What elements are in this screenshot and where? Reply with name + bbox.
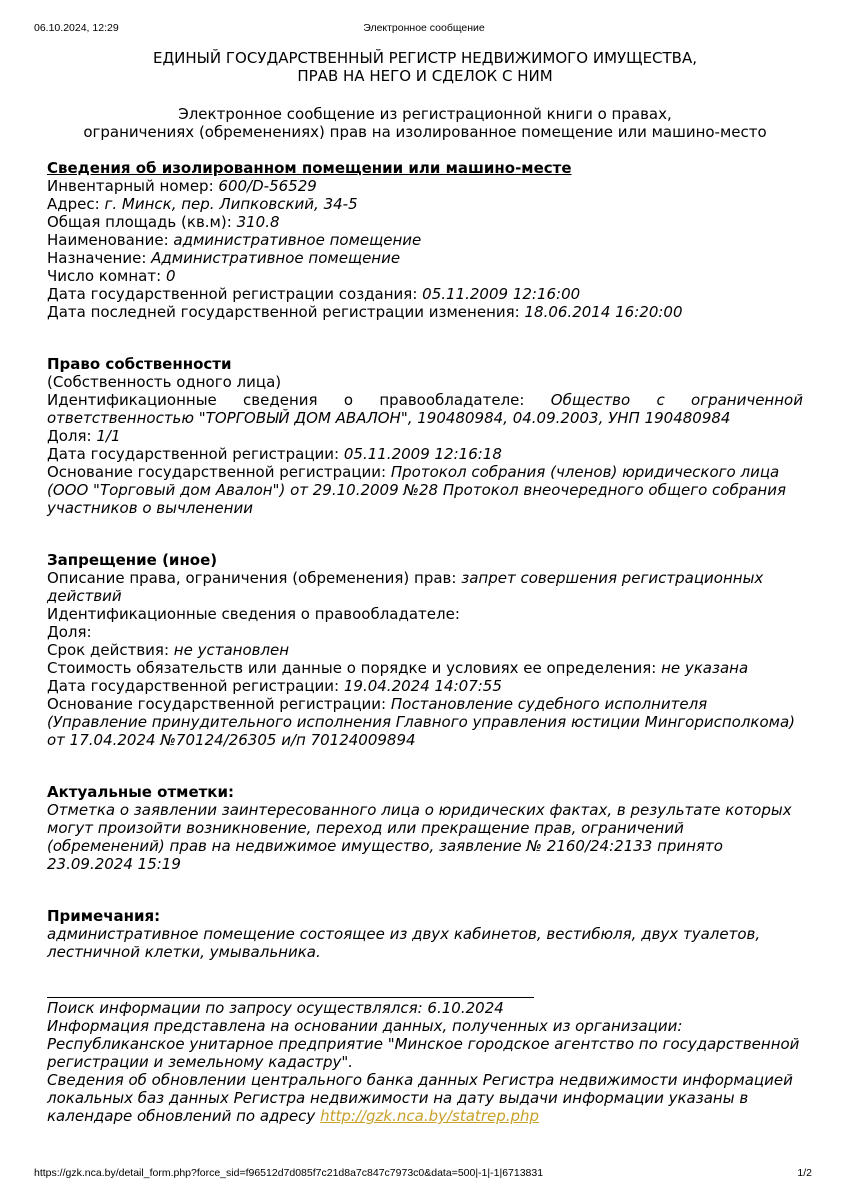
ownership-reg-date-row xyxy=(47,445,803,463)
purpose-row xyxy=(47,249,803,267)
rooms-label: Число комнат: xyxy=(47,267,162,285)
prohibition-term-row xyxy=(47,641,803,659)
statrep-link[interactable]: http://gzk.nca.by/statrep.php xyxy=(320,1107,540,1125)
ownership-reg-date-label: Дата государственной регистрации: xyxy=(47,445,340,463)
address-value: г. Минск, пер. Липковский, 34-5 xyxy=(104,195,358,213)
registry-title-line1: ЕДИНЫЙ ГОСУДАРСТВЕННЫЙ РЕГИСТР НЕДВИЖИМОГО ИМУЩЕСТВА, xyxy=(152,49,698,67)
purpose-label: Назначение: xyxy=(47,249,147,267)
print-page-number: 1/2 xyxy=(797,1167,812,1179)
prohibition-basis-row xyxy=(47,695,803,749)
area-label: Общая площадь (кв.м): xyxy=(47,213,232,231)
ownership-basis-label: Основание государственной регистрации: xyxy=(47,463,387,481)
search-date-line: Поиск информации по запросу осуществлялся: 6.10.2024 xyxy=(47,999,504,1017)
footer-divider xyxy=(47,997,534,998)
prohibition-desc-row xyxy=(47,569,803,605)
rooms-row xyxy=(47,267,803,285)
inventory-label: Инвентарный номер: xyxy=(47,177,214,195)
registry-title-line2: ПРАВ НА НЕГО И СДЕЛОК С НИМ xyxy=(297,67,553,85)
info-footer xyxy=(47,997,803,1125)
ownership-holder-label: Идентификационные сведения о правообладателе: xyxy=(47,391,525,409)
ownership-section xyxy=(47,355,803,517)
object-heading: Сведения об изолированном помещении или машино-месте xyxy=(47,159,572,177)
prohibition-term-value: не установлен xyxy=(173,641,290,659)
prohibition-desc-value: запрет совершения регистрационных действий xyxy=(47,569,764,605)
ownership-share-value: 1/1 xyxy=(96,427,121,445)
marks-section xyxy=(47,783,803,873)
inventory-row xyxy=(47,177,803,195)
message-subtitle-line2: ограничениях (обременениях) прав на изолированное помещение или машино-место xyxy=(83,123,767,141)
prohibition-reg-date-value: 19.04.2024 14:07:55 xyxy=(343,677,502,695)
ownership-reg-date-value: 05.11.2009 12:16:18 xyxy=(343,445,502,463)
document-body xyxy=(47,49,803,1125)
notes-heading: Примечания: xyxy=(47,907,161,925)
ownership-type: (Собственность одного лица) xyxy=(47,373,282,391)
rooms-value: 0 xyxy=(165,267,176,285)
prohibition-share-label: Доля: xyxy=(47,623,92,641)
prohibition-reg-date-row xyxy=(47,677,803,695)
reg-changed-label: Дата последней государственной регистрации изменения: xyxy=(47,303,520,321)
message-subtitle-line1: Электронное сообщение из регистрационной книги о правах, xyxy=(178,105,672,123)
prohibition-desc-label: Описание права, ограничения (обременения) прав: xyxy=(47,569,457,587)
print-header xyxy=(0,22,848,36)
prohibition-heading: Запрещение (иное) xyxy=(47,551,218,569)
prohibition-basis-value: Постановление судебного исполнителя (Управление принудительного исполнения Главного управления юстиции Мингорисполкома) от 17.04.2024 №70124/26305 и/п 70124009894 xyxy=(47,695,796,749)
reg-changed-value: 18.06.2014 16:20:00 xyxy=(524,303,683,321)
reg-created-row xyxy=(47,285,803,303)
ownership-share-row xyxy=(47,427,803,445)
marks-heading: Актуальные отметки: xyxy=(47,783,234,801)
name-label: Наименование: xyxy=(47,231,169,249)
ownership-basis-value: Протокол собрания (членов) юридического лица (ООО "Торговый дом Авалон") от 29.10.2009 №28 Протокол внеочередного общего собрания участников о вычленении xyxy=(47,463,787,517)
ownership-basis-row xyxy=(47,463,803,517)
print-datetime: 06.10.2024, 12:29 xyxy=(34,22,119,34)
prohibition-cost-value: не указана xyxy=(661,659,749,677)
ownership-share-label: Доля: xyxy=(47,427,92,445)
print-page-title: Электронное сообщение xyxy=(363,22,485,34)
name-value: административное помещение xyxy=(173,231,422,249)
reg-created-value: 05.11.2009 12:16:00 xyxy=(422,285,581,303)
message-subtitle xyxy=(47,105,803,141)
update-text: Сведения об обновлении центрального банка данных Регистра недвижимости информацией локальных баз данных Регистра недвижимости на дату выдачи информации указаны в календаре обновлений по адресу xyxy=(47,1071,793,1125)
prohibition-cost-row xyxy=(47,659,803,677)
marks-text: Отметка о заявлении заинтересованного лица о юридических фактах, в результате которых могут произойти возникновение, переход или прекращение прав, ограничений (обременений) прав на недвижимое имущество, заявление № 2160/24:2133 принято 23.09.2024 15:19 xyxy=(47,801,792,873)
print-footer xyxy=(0,1167,848,1181)
print-url: https://gzk.nca.by/detail_form.php?force_sid=f96512d7d085f7c21d8a7c847c7973c0&data=500|-1|-1|6713831 xyxy=(34,1167,544,1179)
area-row xyxy=(47,213,803,231)
update-line xyxy=(47,1071,803,1125)
notes-text: административное помещение состоящее из двух кабинетов, вестибюля, двух туалетов, лестничной клетки, умывальника. xyxy=(47,925,761,961)
prohibition-basis-label: Основание государственной регистрации: xyxy=(47,695,387,713)
object-section xyxy=(47,159,803,321)
inventory-value: 600/D-56529 xyxy=(218,177,317,195)
prohibition-term-label: Срок действия: xyxy=(47,641,169,659)
reg-changed-row xyxy=(47,303,803,321)
ownership-heading: Право собственности xyxy=(47,355,232,373)
notes-section xyxy=(47,907,803,961)
source-line: Информация представлена на основании данных, полученных из организации: Республиканское унитарное предприятие "Минское городское агентство по государственной регистрации и земельному кадастру". xyxy=(47,1017,800,1071)
ownership-holder-row xyxy=(47,391,803,427)
registry-title xyxy=(47,49,803,85)
purpose-value: Административное помещение xyxy=(151,249,401,267)
prohibition-cost-label: Стоимость обязательств или данные о порядке и условиях ее определения: xyxy=(47,659,657,677)
name-row xyxy=(47,231,803,249)
prohibition-section xyxy=(47,551,803,749)
area-value: 310.8 xyxy=(236,213,280,231)
reg-created-label: Дата государственной регистрации создания: xyxy=(47,285,418,303)
ownership-holder-value: Общество с ограниченной ответственностью "ТОРГОВЫЙ ДОМ АВАЛОН", 190480984, 04.09.2003, УНП 190480984 xyxy=(47,391,803,427)
address-label: Адрес: xyxy=(47,195,100,213)
address-row xyxy=(47,195,803,213)
prohibition-holder-label: Идентификационные сведения о правообладателе: xyxy=(47,605,460,623)
prohibition-reg-date-label: Дата государственной регистрации: xyxy=(47,677,340,695)
